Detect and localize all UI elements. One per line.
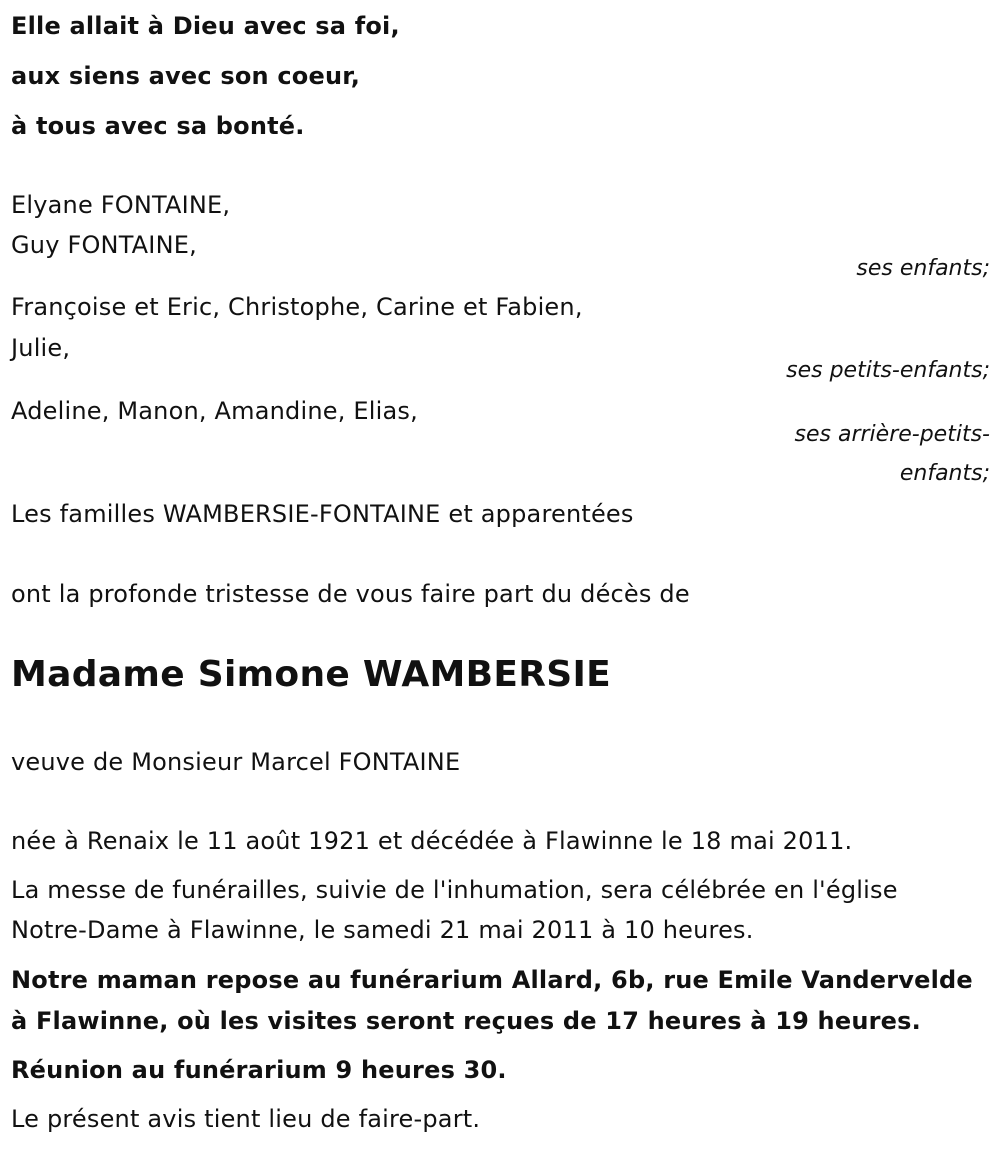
closing-line: Le présent avis tient lieu de faire-part. — [11, 1105, 481, 1133]
epigraph-line-1: Elle allait à Dieu avec sa foi, — [11, 12, 400, 40]
grandchild-names: Julie, — [11, 334, 71, 362]
birth-death-line: née à Renaix le 11 août 1921 et décédée à Flawinne le 18 mai 2011. — [11, 827, 853, 855]
announcement-line: ont la profonde tristesse de vous faire part du décès de — [11, 580, 690, 608]
deceased-name: Madame Simone WAMBERSIE — [11, 654, 612, 695]
meeting-line: Réunion au funérarium 9 heures 30. — [11, 1056, 507, 1084]
funeral-home-line-2: à Flawinne, où les visites seront reçues de 17 heures à 19 heures. — [11, 1007, 921, 1035]
funeral-home-line-1: Notre maman repose au funérarium Allard, 6b, rue Emile Vandervelde — [11, 966, 973, 994]
great-grandchild-names: Adeline, Manon, Amandine, Elias, — [11, 397, 418, 425]
epigraph-line-2: aux siens avec son coeur, — [11, 62, 361, 90]
great-grandchildren-label-line-2: enfants; — [899, 461, 990, 486]
grandchildren-label: ses petits-enfants; — [786, 358, 990, 383]
great-grandchildren-label-line-1: ses arrière-petits- — [794, 422, 990, 447]
grandchild-names: Françoise et Eric, Christophe, Carine et Fabien, — [11, 293, 583, 321]
child-name: Guy FONTAINE, — [11, 231, 197, 259]
child-name: Elyane FONTAINE, — [11, 191, 231, 219]
mass-line-1: La messe de funérailles, suivie de l'inhumation, sera célébrée en l'église — [11, 876, 898, 904]
epigraph-line-3: à tous avec sa bonté. — [11, 112, 305, 140]
widow-of-line: veuve de Monsieur Marcel FONTAINE — [11, 748, 461, 776]
mass-line-2: Notre-Dame à Flawinne, le samedi 21 mai 2011 à 10 heures. — [11, 916, 754, 944]
families-line: Les familles WAMBERSIE-FONTAINE et apparentées — [11, 500, 634, 528]
children-label: ses enfants; — [856, 256, 990, 281]
